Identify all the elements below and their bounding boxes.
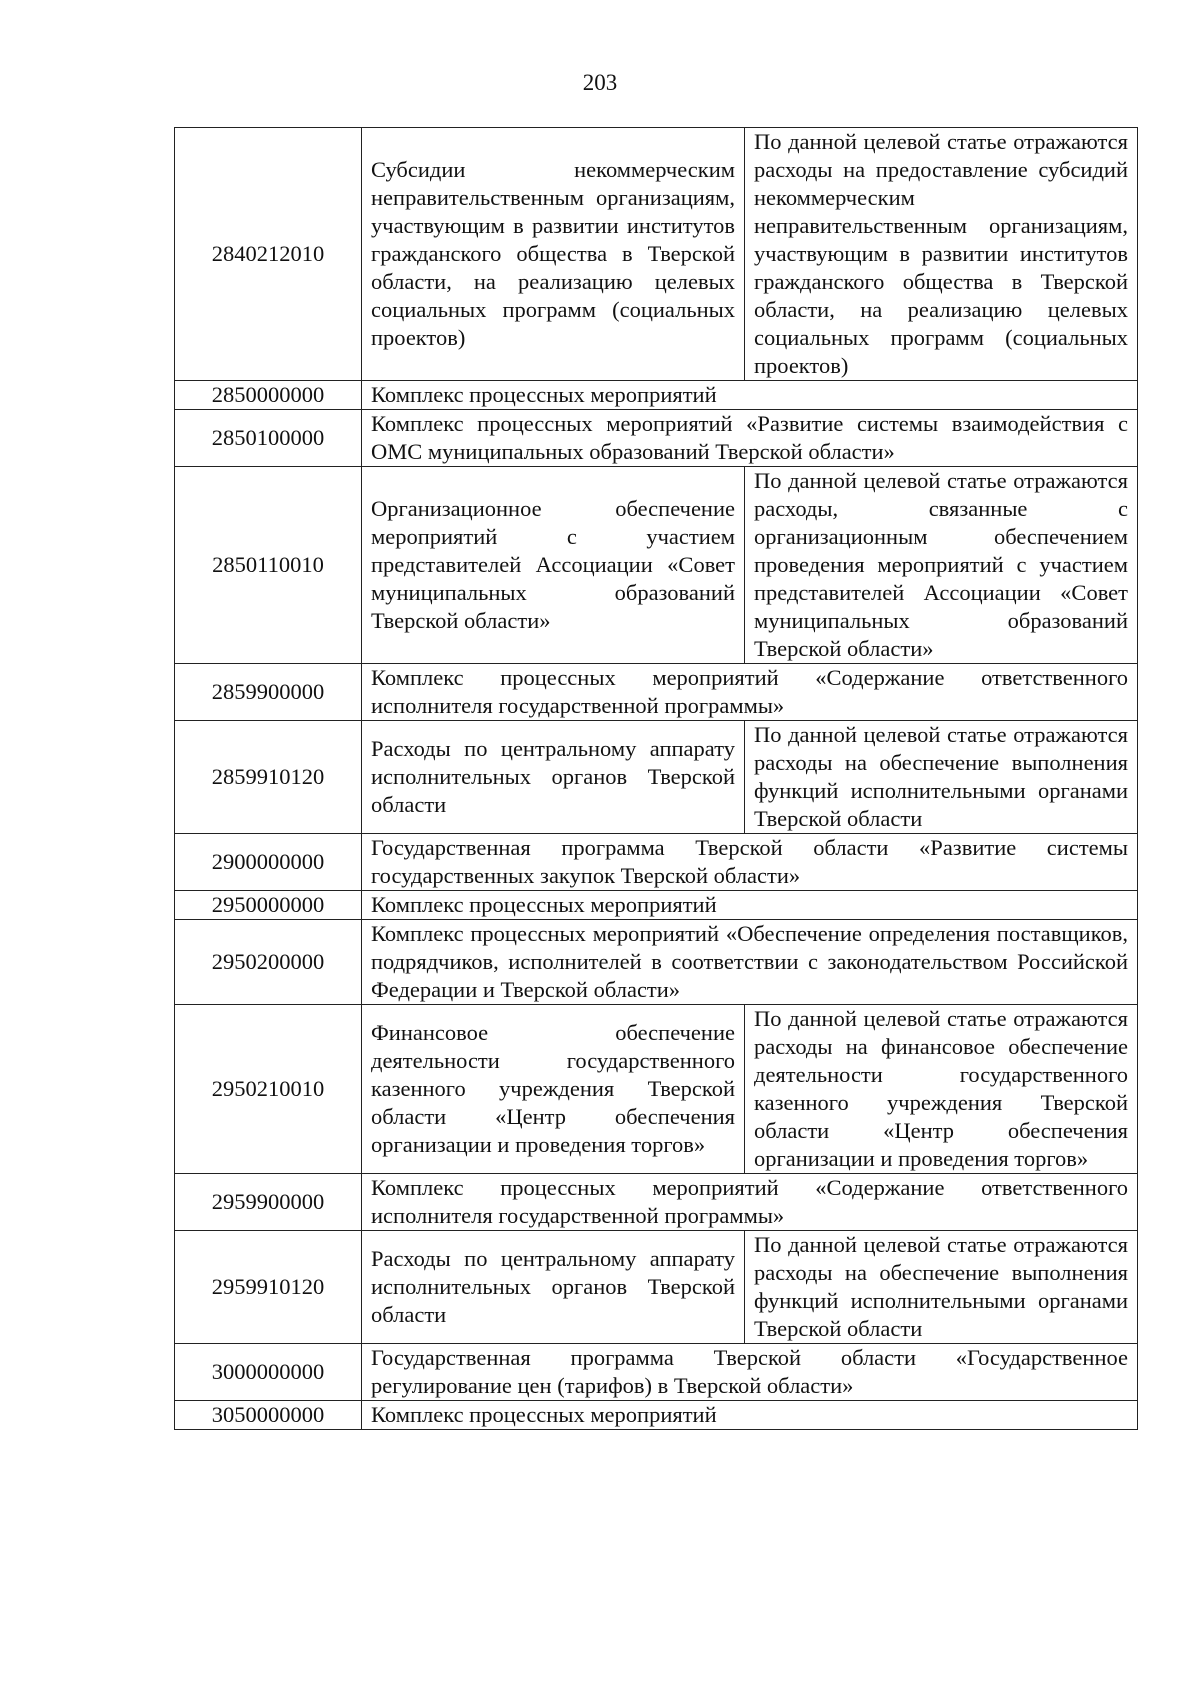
table-row (175, 891, 1138, 920)
target-article-code: 2950210010 (175, 1005, 362, 1174)
table-row (175, 1174, 1138, 1231)
page-number: 203 (582, 70, 618, 95)
target-article-name: Комплекс процессных мероприятий (362, 381, 1138, 410)
table-row (175, 410, 1138, 467)
target-articles-table (174, 127, 1138, 1430)
target-article-description: По данной целевой статье отражаются расходы на финансовое обеспечение деятельности государственного казенного учреждения Тверской области «Центр обеспечения организации и проведения торгов» (745, 1005, 1138, 1174)
target-article-description: По данной целевой статье отражаются расходы на обеспечение выполнения функций исполнительными органами Тверской области (745, 1231, 1138, 1344)
target-article-code: 2959910120 (175, 1231, 362, 1344)
target-article-code: 2850100000 (175, 410, 362, 467)
target-article-description: По данной целевой статье отражаются расходы на обеспечение выполнения функций исполнительными органами Тверской области (745, 721, 1138, 834)
table-row (175, 1344, 1138, 1401)
target-article-code: 2950000000 (175, 891, 362, 920)
target-article-name: Расходы по центральному аппарату исполнительных органов Тверской области (362, 721, 745, 834)
table-row (175, 1401, 1138, 1430)
target-article-code: 3050000000 (175, 1401, 362, 1430)
table-row (175, 128, 1138, 381)
table-row (175, 664, 1138, 721)
target-article-code: 2840212010 (175, 128, 362, 381)
table-row (175, 381, 1138, 410)
target-article-code: 2859910120 (175, 721, 362, 834)
target-article-code: 2950200000 (175, 920, 362, 1005)
target-article-name: Организационное обеспечение мероприятий с участием представителей Ассоциации «Совет муниципальных образований Тверской области» (362, 467, 745, 664)
target-article-name: Комплекс процессных мероприятий «Развитие системы взаимодействия с ОМС муниципальных образований Тверской области» (362, 410, 1138, 467)
table-row (175, 834, 1138, 891)
target-article-code: 2850110010 (175, 467, 362, 664)
target-article-description: По данной целевой статье отражаются расходы, связанные с организационным обеспечением проведения мероприятий с участием представителей Ассоциации «Совет муниципальных образований Тверской области» (745, 467, 1138, 664)
target-article-code: 2959900000 (175, 1174, 362, 1231)
target-article-code: 3000000000 (175, 1344, 362, 1401)
target-article-code: 2900000000 (175, 834, 362, 891)
table-row (175, 467, 1138, 664)
table-row (175, 920, 1138, 1005)
target-article-code: 2850000000 (175, 381, 362, 410)
target-article-description: По данной целевой статье отражаются расходы на предоставление субсидий некоммерческим неправительственным организациям, участвующим в развитии институтов гражданского общества в Тверской области, на реализацию целевых социальных программ (социальных проектов) (745, 128, 1138, 381)
table-row (175, 721, 1138, 834)
table-row (175, 1005, 1138, 1174)
target-article-name: Финансовое обеспечение деятельности государственного казенного учреждения Тверской области «Центр обеспечения организации и проведения торгов» (362, 1005, 745, 1174)
table-row (175, 1231, 1138, 1344)
target-article-name: Комплекс процессных мероприятий (362, 1401, 1138, 1430)
target-article-name: Комплекс процессных мероприятий «Обеспечение определения поставщиков, подрядчиков, исполнителей в соответствии с законодательством Российской Федерации и Тверской области» (362, 920, 1138, 1005)
target-article-name: Расходы по центральному аппарату исполнительных органов Тверской области (362, 1231, 745, 1344)
target-article-name: Субсидии некоммерческим неправительственным организациям, участвующим в развитии институтов гражданского общества в Тверской области, на реализацию целевых социальных программ (социальных проектов) (362, 128, 745, 381)
target-article-name: Комплекс процессных мероприятий «Содержание ответственного исполнителя государственной программы» (362, 1174, 1138, 1231)
target-article-name: Комплекс процессных мероприятий «Содержание ответственного исполнителя государственной программы» (362, 664, 1138, 721)
target-article-name: Государственная программа Тверской области «Государственное регулирование цен (тарифов) в Тверской области» (362, 1344, 1138, 1401)
target-article-code: 2859900000 (175, 664, 362, 721)
target-article-name: Государственная программа Тверской области «Развитие системы государственных закупок Тверской области» (362, 834, 1138, 891)
table-body (175, 128, 1138, 1430)
target-article-name: Комплекс процессных мероприятий (362, 891, 1138, 920)
